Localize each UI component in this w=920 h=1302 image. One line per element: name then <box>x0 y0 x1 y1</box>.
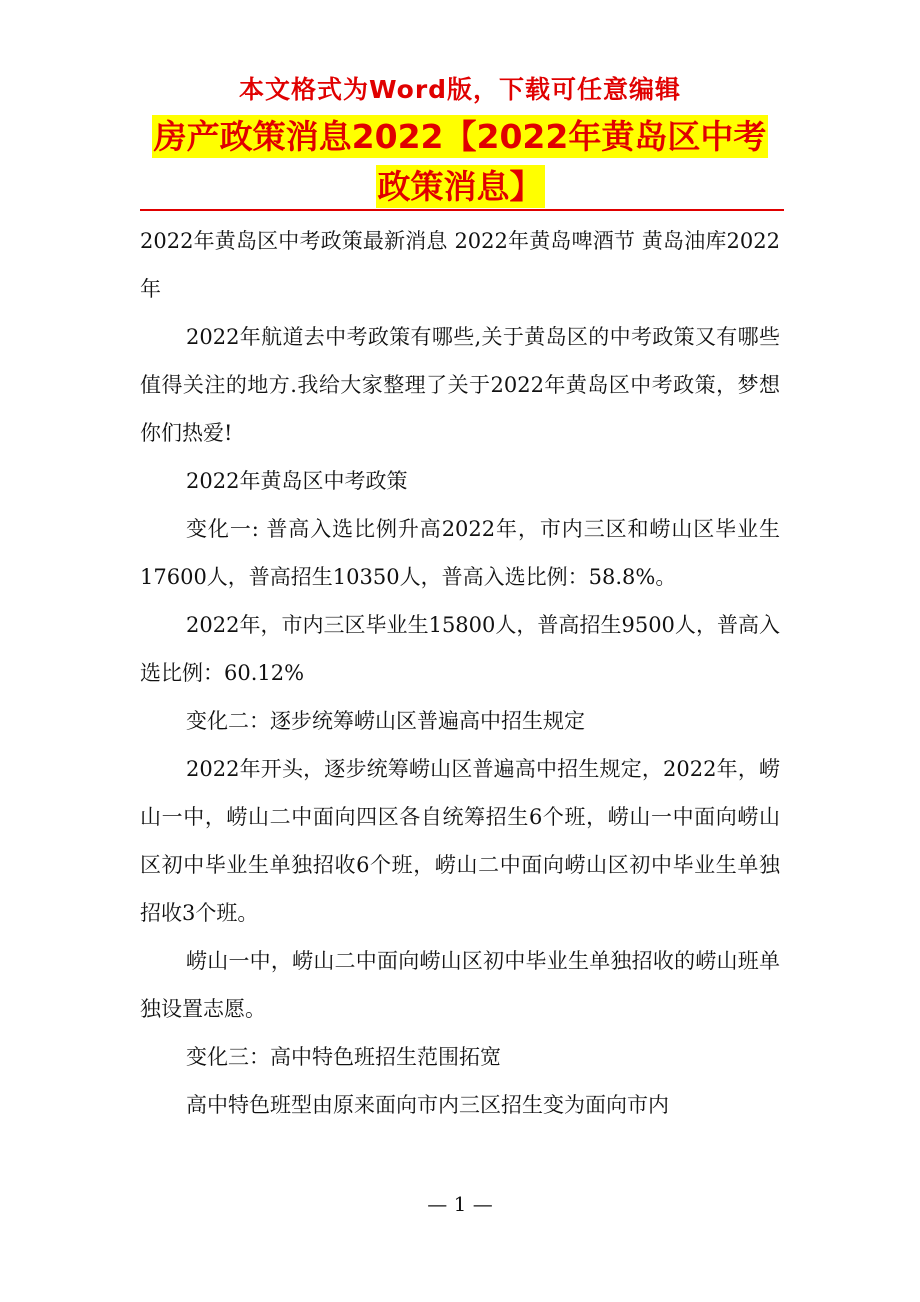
title-divider <box>140 209 784 211</box>
paragraph: 2022年航道去中考政策有哪些,关于黄岛区的中考政策又有哪些值得关注的地方.我给大家整理了关于2022年黄岛区中考政策，梦想你们热爱! <box>140 325 780 445</box>
paragraph: 变化三：高中特色班招生范围拓宽 <box>186 1045 501 1069</box>
document-title <box>140 112 780 212</box>
paragraph: 变化二：逐步统筹崂山区普遍高中招生规定 <box>186 709 585 733</box>
section-heading: 2022年黄岛区中考政策 <box>186 469 408 493</box>
paragraph: 高中特色班型由原来面向市内三区招生变为面向市内 <box>186 1093 669 1117</box>
paragraph: 崂山一中，崂山二中面向崂山区初中毕业生单独招收的崂山班单独设置志愿。 <box>140 949 780 1021</box>
page-number: — 1 — <box>427 1192 493 1216</box>
paragraph: 2022年黄岛区中考政策最新消息 2022年黄岛啤酒节 黄岛油库2022年 <box>140 229 780 301</box>
title-highlight: 房产政策消息2022【2022年黄岛区中考政策消息】 <box>153 117 767 206</box>
paragraph: 2022年开头，逐步统筹崂山区普遍高中招生规定，2022年，崂山一中，崂山二中面向四区各自统筹招生6个班，崂山一中面向崂山区初中毕业生单独招收6个班，崂山二中面向崂山区初中毕业生单独招收3个班。 <box>140 757 780 925</box>
paragraph: 2022年，市内三区毕业生15800人，普高招生9500人，普高入选比例：60.12% <box>140 613 780 685</box>
document-body <box>140 217 780 1129</box>
paragraph: 变化一: 普高入选比例升高2022年，市内三区和崂山区毕业生17600人，普高招生10350人，普高入选比例：58.8%。 <box>140 517 780 589</box>
format-notice: 本文格式为Word版，下载可任意编辑 <box>238 75 682 104</box>
